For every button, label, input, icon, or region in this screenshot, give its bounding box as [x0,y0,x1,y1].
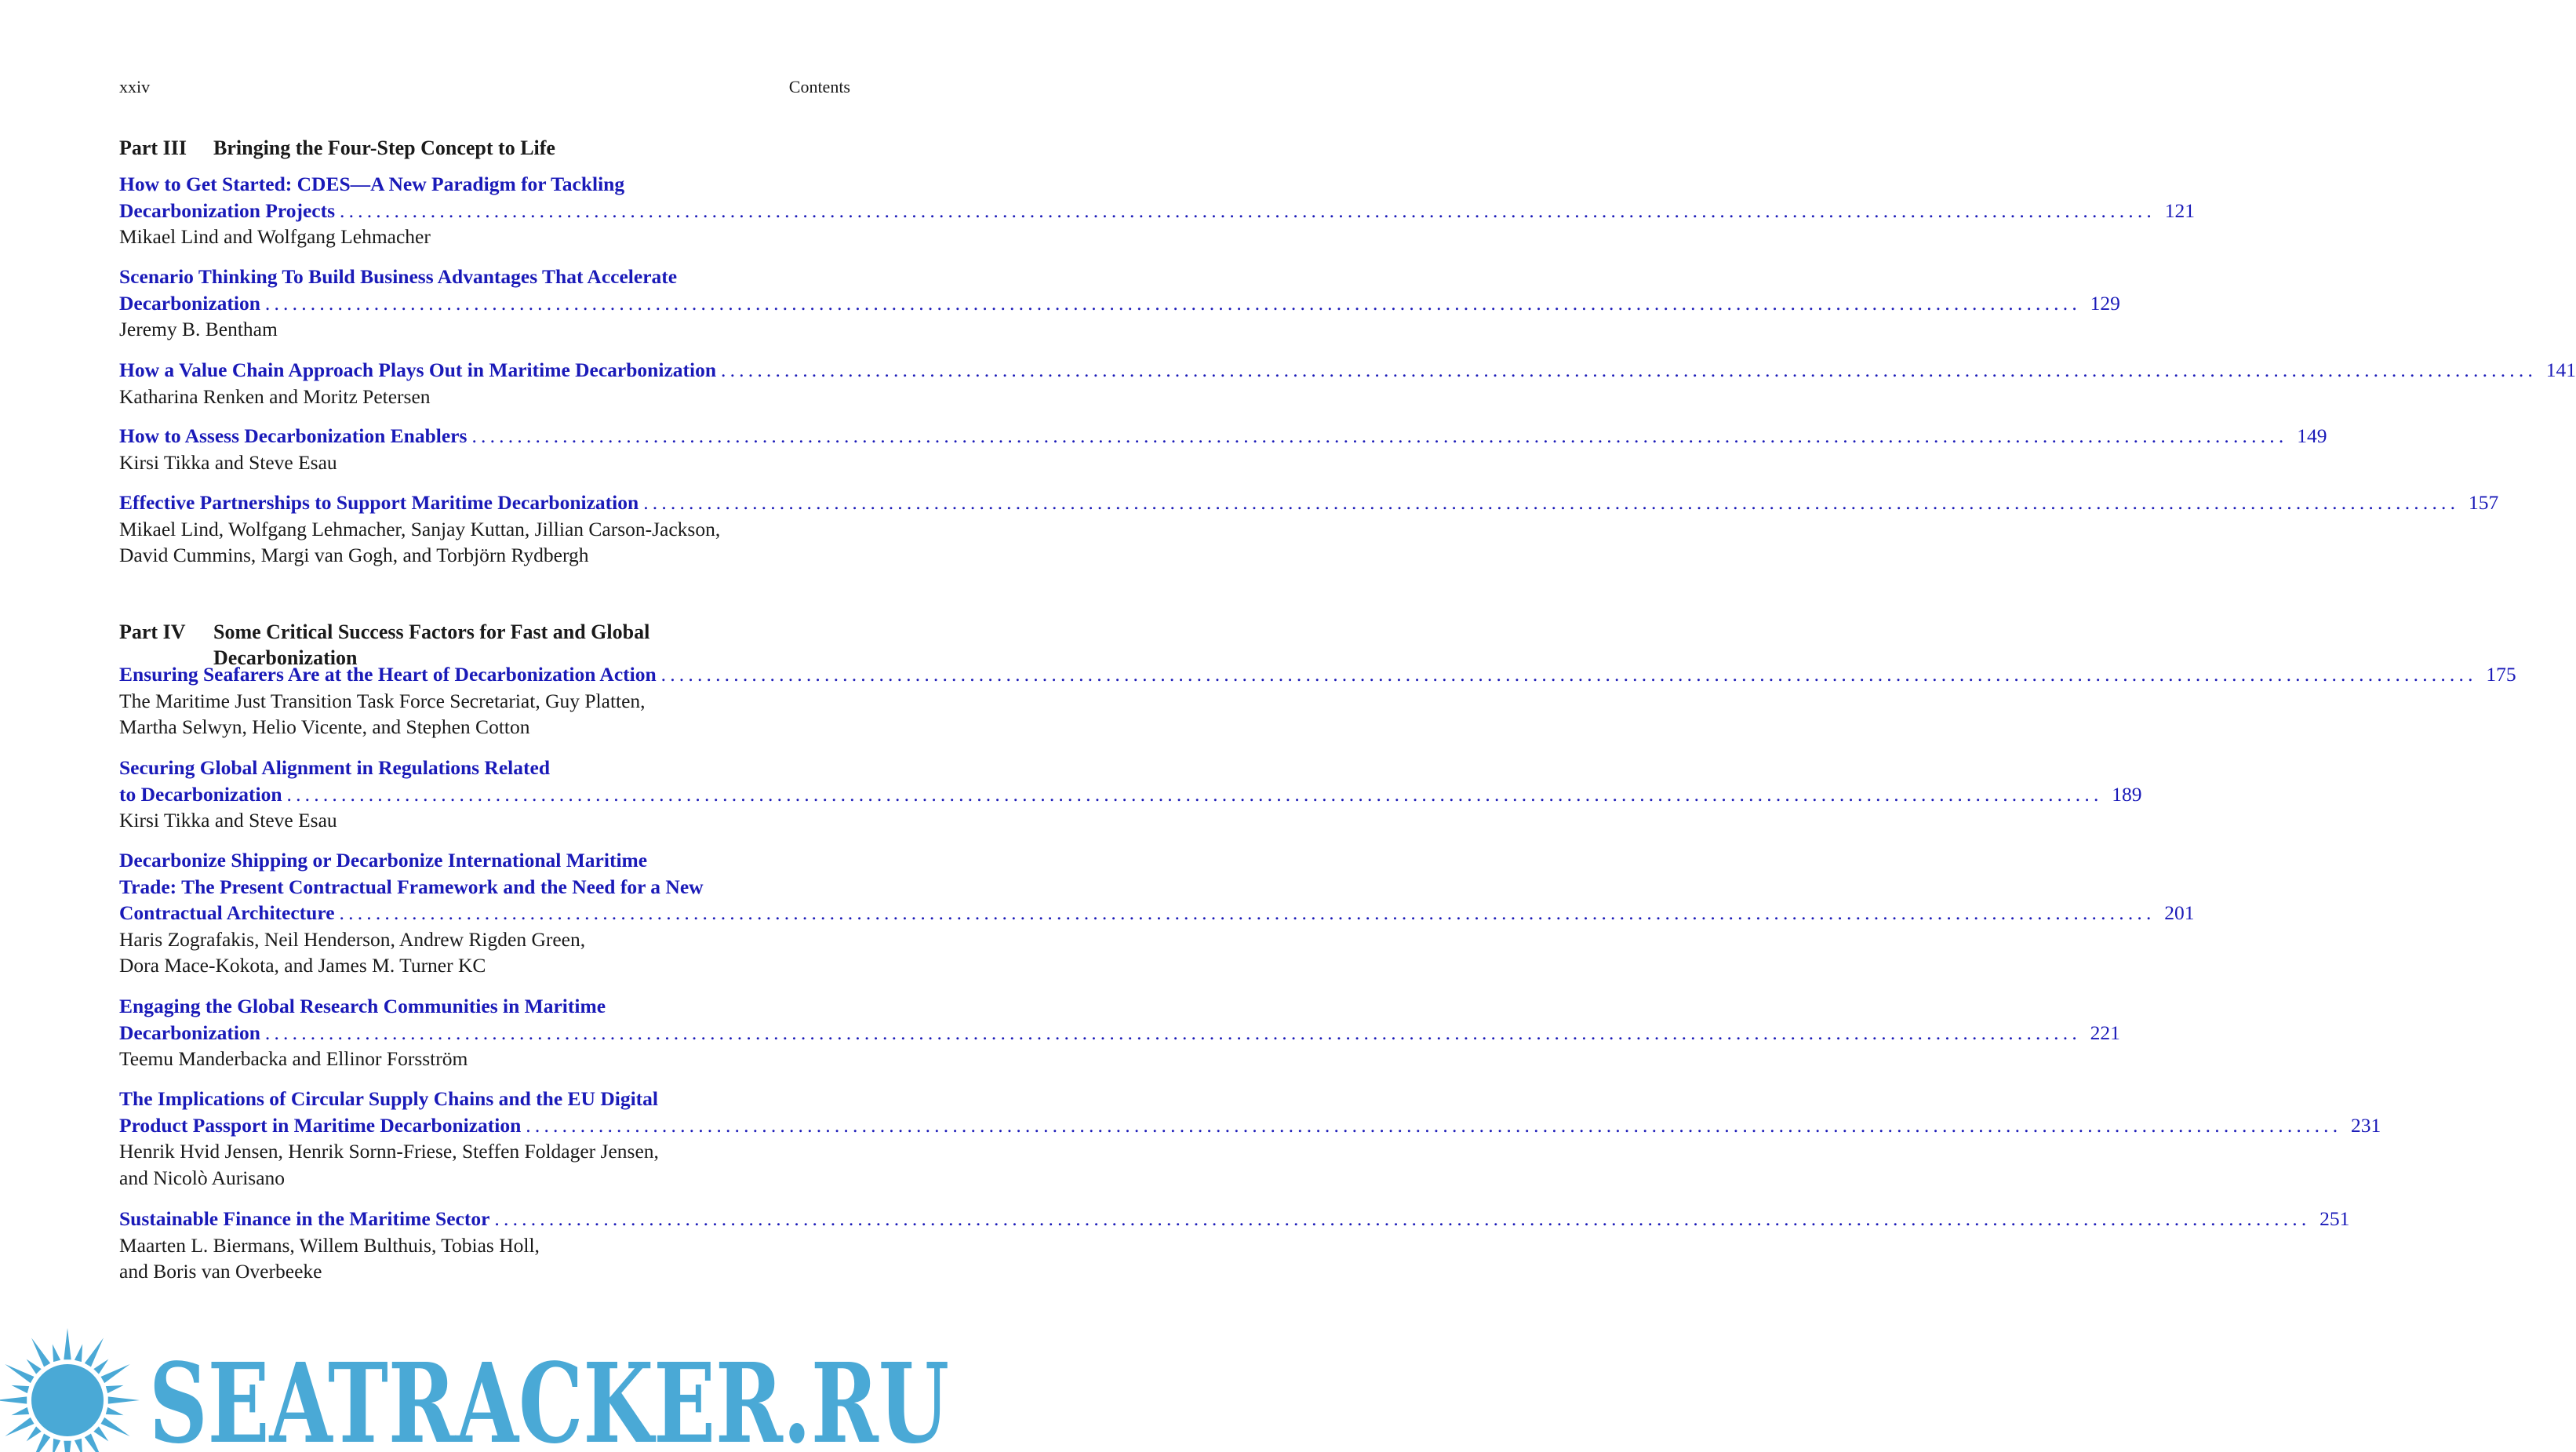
sun-ray [53,1439,60,1452]
entry-authors: and Boris van Overbeeke [119,1260,322,1283]
running-title: Contents [788,77,850,96]
entry-title[interactable]: Effective Partnerships to Support Maritime Decarbonization [119,491,639,514]
entry-authors: Kirsi Tikka and Steve Esau [119,809,337,832]
entry-title-line[interactable]: Securing Global Alignment in Regulations Related [119,756,550,779]
entry-title-line[interactable]: How to Get Started: CDES—A New Paradigm for Tackling [119,173,625,195]
dot-leader: ........................................................................................................................................................................................................ [660,663,2477,686]
sun-ray [27,1426,42,1441]
sun-ray [85,1434,104,1452]
entry-authors: Mikael Lind and Wolfgang Lehmacher [119,225,431,248]
toc-entry[interactable] [119,1206,2350,1285]
dot-leader: ........................................................................................................................................................................................................ [494,1207,2311,1230]
entry-authors: Teemu Manderbacka and Ellinor Forsström [119,1047,468,1070]
toc-entry[interactable] [119,755,2142,834]
entry-page-number[interactable]: 189 [2112,782,2142,806]
toc-entry[interactable] [119,847,2195,979]
page-header [119,77,850,97]
entry-title-row[interactable] [119,1112,2381,1139]
entry-page-number[interactable]: 231 [2351,1113,2381,1137]
dot-leader: ........................................................................................................................................................................................................ [264,291,2081,315]
entry-authors: David Cummins, Margi van Gogh, and Torbjörn Rydbergh [119,544,589,566]
entry-title-line[interactable]: Scenario Thinking To Build Business Advantages That Accelerate [119,265,678,288]
entry-title[interactable]: Decarbonization [119,1021,260,1044]
dot-leader: ........................................................................................................................................................................................................ [471,424,2288,447]
sun-ray [93,1359,108,1374]
sun-ray [5,1417,34,1436]
part-number: Part III [119,136,187,159]
entry-page-number[interactable]: 251 [2319,1207,2350,1230]
entry-title[interactable]: to Decarbonization [119,782,282,806]
entry-title[interactable]: Sustainable Finance in the Maritime Sector [119,1207,490,1230]
entry-title-line[interactable]: Decarbonize Shipping or Decarbonize International Maritime [119,849,648,872]
dot-leader: ........................................................................................................................................................................................................ [721,358,2538,381]
entry-authors: The Maritime Just Transition Task Force Secretariat, Guy Platten, [119,689,646,712]
sun-ray [12,1385,30,1393]
toc-entry[interactable] [119,264,2120,343]
dot-leader: ........................................................................................................................................................................................................ [264,1021,2081,1044]
dot-leader: ........................................................................................................................................................................................................ [526,1113,2342,1137]
sun-ray [85,1337,104,1366]
sun-ray [75,1345,82,1363]
entry-title-row[interactable] [119,900,2195,926]
entry-authors: Martha Selwyn, Helio Vicente, and Stephen Cotton [119,715,530,738]
entry-title[interactable]: Product Passport in Maritime Decarbonization [119,1113,522,1137]
toc-entry[interactable] [119,423,2327,475]
sun-ray [5,1364,34,1383]
entry-page-number[interactable]: 141 [2545,358,2576,381]
entry-title-row[interactable] [119,1206,2350,1232]
entry-title[interactable]: Ensuring Seafarers Are at the Heart of Decarbonization Action [119,663,657,686]
watermark-text: SEATRACKER.RU [149,1340,949,1452]
toc-entry[interactable] [119,171,2195,250]
sun-ray [101,1364,130,1383]
entry-authors: and Nicolò Aurisano [119,1166,286,1189]
sun-ray [108,1396,140,1403]
entry-authors: Dora Mace-Kokota, and James M. Turner KC [119,954,486,977]
toc-entry[interactable] [119,489,2499,569]
part-title-line: Decarbonization [213,646,358,669]
toc-entry[interactable] [119,993,2120,1072]
entry-authors: Haris Zografakis, Neil Henderson, Andrew Rigden Green, [119,927,586,951]
entry-authors: Katharina Renken and Moritz Petersen [119,384,431,408]
entry-title-row[interactable] [119,1020,2120,1046]
entry-title-row[interactable] [119,781,2142,808]
watermark [0,1326,958,1452]
toc-entry[interactable] [119,1086,2381,1191]
page-number: xxiv [119,77,151,96]
toc-entry[interactable] [119,357,2576,409]
dot-leader: ........................................................................................................................................................................................................ [286,782,2103,806]
entry-page-number[interactable]: 157 [2468,491,2499,514]
entry-page-number[interactable]: 175 [2486,663,2516,686]
sun-ray [27,1359,42,1374]
entry-title-row[interactable] [119,357,2576,384]
entry-page-number[interactable]: 149 [2297,424,2327,447]
sun-ray [12,1407,30,1415]
sun-ray [0,1396,27,1403]
entry-authors: Kirsi Tikka and Steve Esau [119,450,337,474]
sun-ray [106,1407,124,1415]
entry-authors: Henrik Hvid Jensen, Henrik Sornn-Friese, Steffen Foldager Jensen, [119,1140,659,1163]
dot-leader: ........................................................................................................................................................................................................ [643,491,2460,514]
entry-authors: Maarten L. Biermans, Willem Bulthuis, Tobias Holl, [119,1233,540,1257]
sun-ray [75,1439,82,1452]
dot-leader: ........................................................................................................................................................................................................ [339,901,2156,924]
sun-ray [53,1345,60,1363]
entry-title-row[interactable] [119,198,2195,224]
entry-title[interactable]: How a Value Chain Approach Plays Out in Maritime Decarbonization [119,358,717,381]
sun-ray [31,1337,50,1366]
sun-ray [106,1385,124,1393]
entry-title[interactable]: Decarbonization Projects [119,198,335,222]
entry-page-number[interactable]: 129 [2090,291,2120,315]
part-title: Bringing the Four-Step Concept to Life [213,136,555,159]
entry-title[interactable]: Contractual Architecture [119,901,335,924]
entry-title-row[interactable] [119,661,2516,688]
entry-title[interactable]: How to Assess Decarbonization Enablers [119,424,468,447]
entry-title-line[interactable]: Engaging the Global Research Communities in Maritime [119,995,606,1017]
sun-icon [0,1328,140,1452]
entry-title-row[interactable] [119,423,2327,449]
entry-title-row[interactable] [119,489,2499,516]
entry-title-line[interactable]: The Implications of Circular Supply Chains and the EU Digital [119,1087,658,1110]
entry-authors: Mikael Lind, Wolfgang Lehmacher, Sanjay Kuttan, Jillian Carson-Jackson, [119,517,721,540]
dot-leader: ........................................................................................................................................................................................................ [340,198,2156,222]
part-title-line: Some Critical Success Factors for Fast and Global [213,620,650,643]
entry-title-line[interactable]: Trade: The Present Contractual Framework and the Need for a New [119,875,704,898]
entry-title[interactable]: Decarbonization [119,291,260,315]
entry-page-number[interactable]: 201 [2164,901,2195,924]
sun-ray [101,1417,130,1436]
entry-page-number[interactable]: 121 [2164,198,2195,222]
part-heading-3 [119,135,850,161]
sun-ray [93,1426,108,1441]
sun-ray [64,1328,71,1359]
toc-entry[interactable] [119,661,2516,741]
sun-ray [64,1441,71,1452]
entry-authors: Jeremy B. Bentham [119,318,278,340]
entry-title-row[interactable] [119,290,2120,317]
sun-ray [31,1434,50,1452]
entry-page-number[interactable]: 221 [2090,1021,2120,1044]
part-number: Part IV [119,620,186,643]
